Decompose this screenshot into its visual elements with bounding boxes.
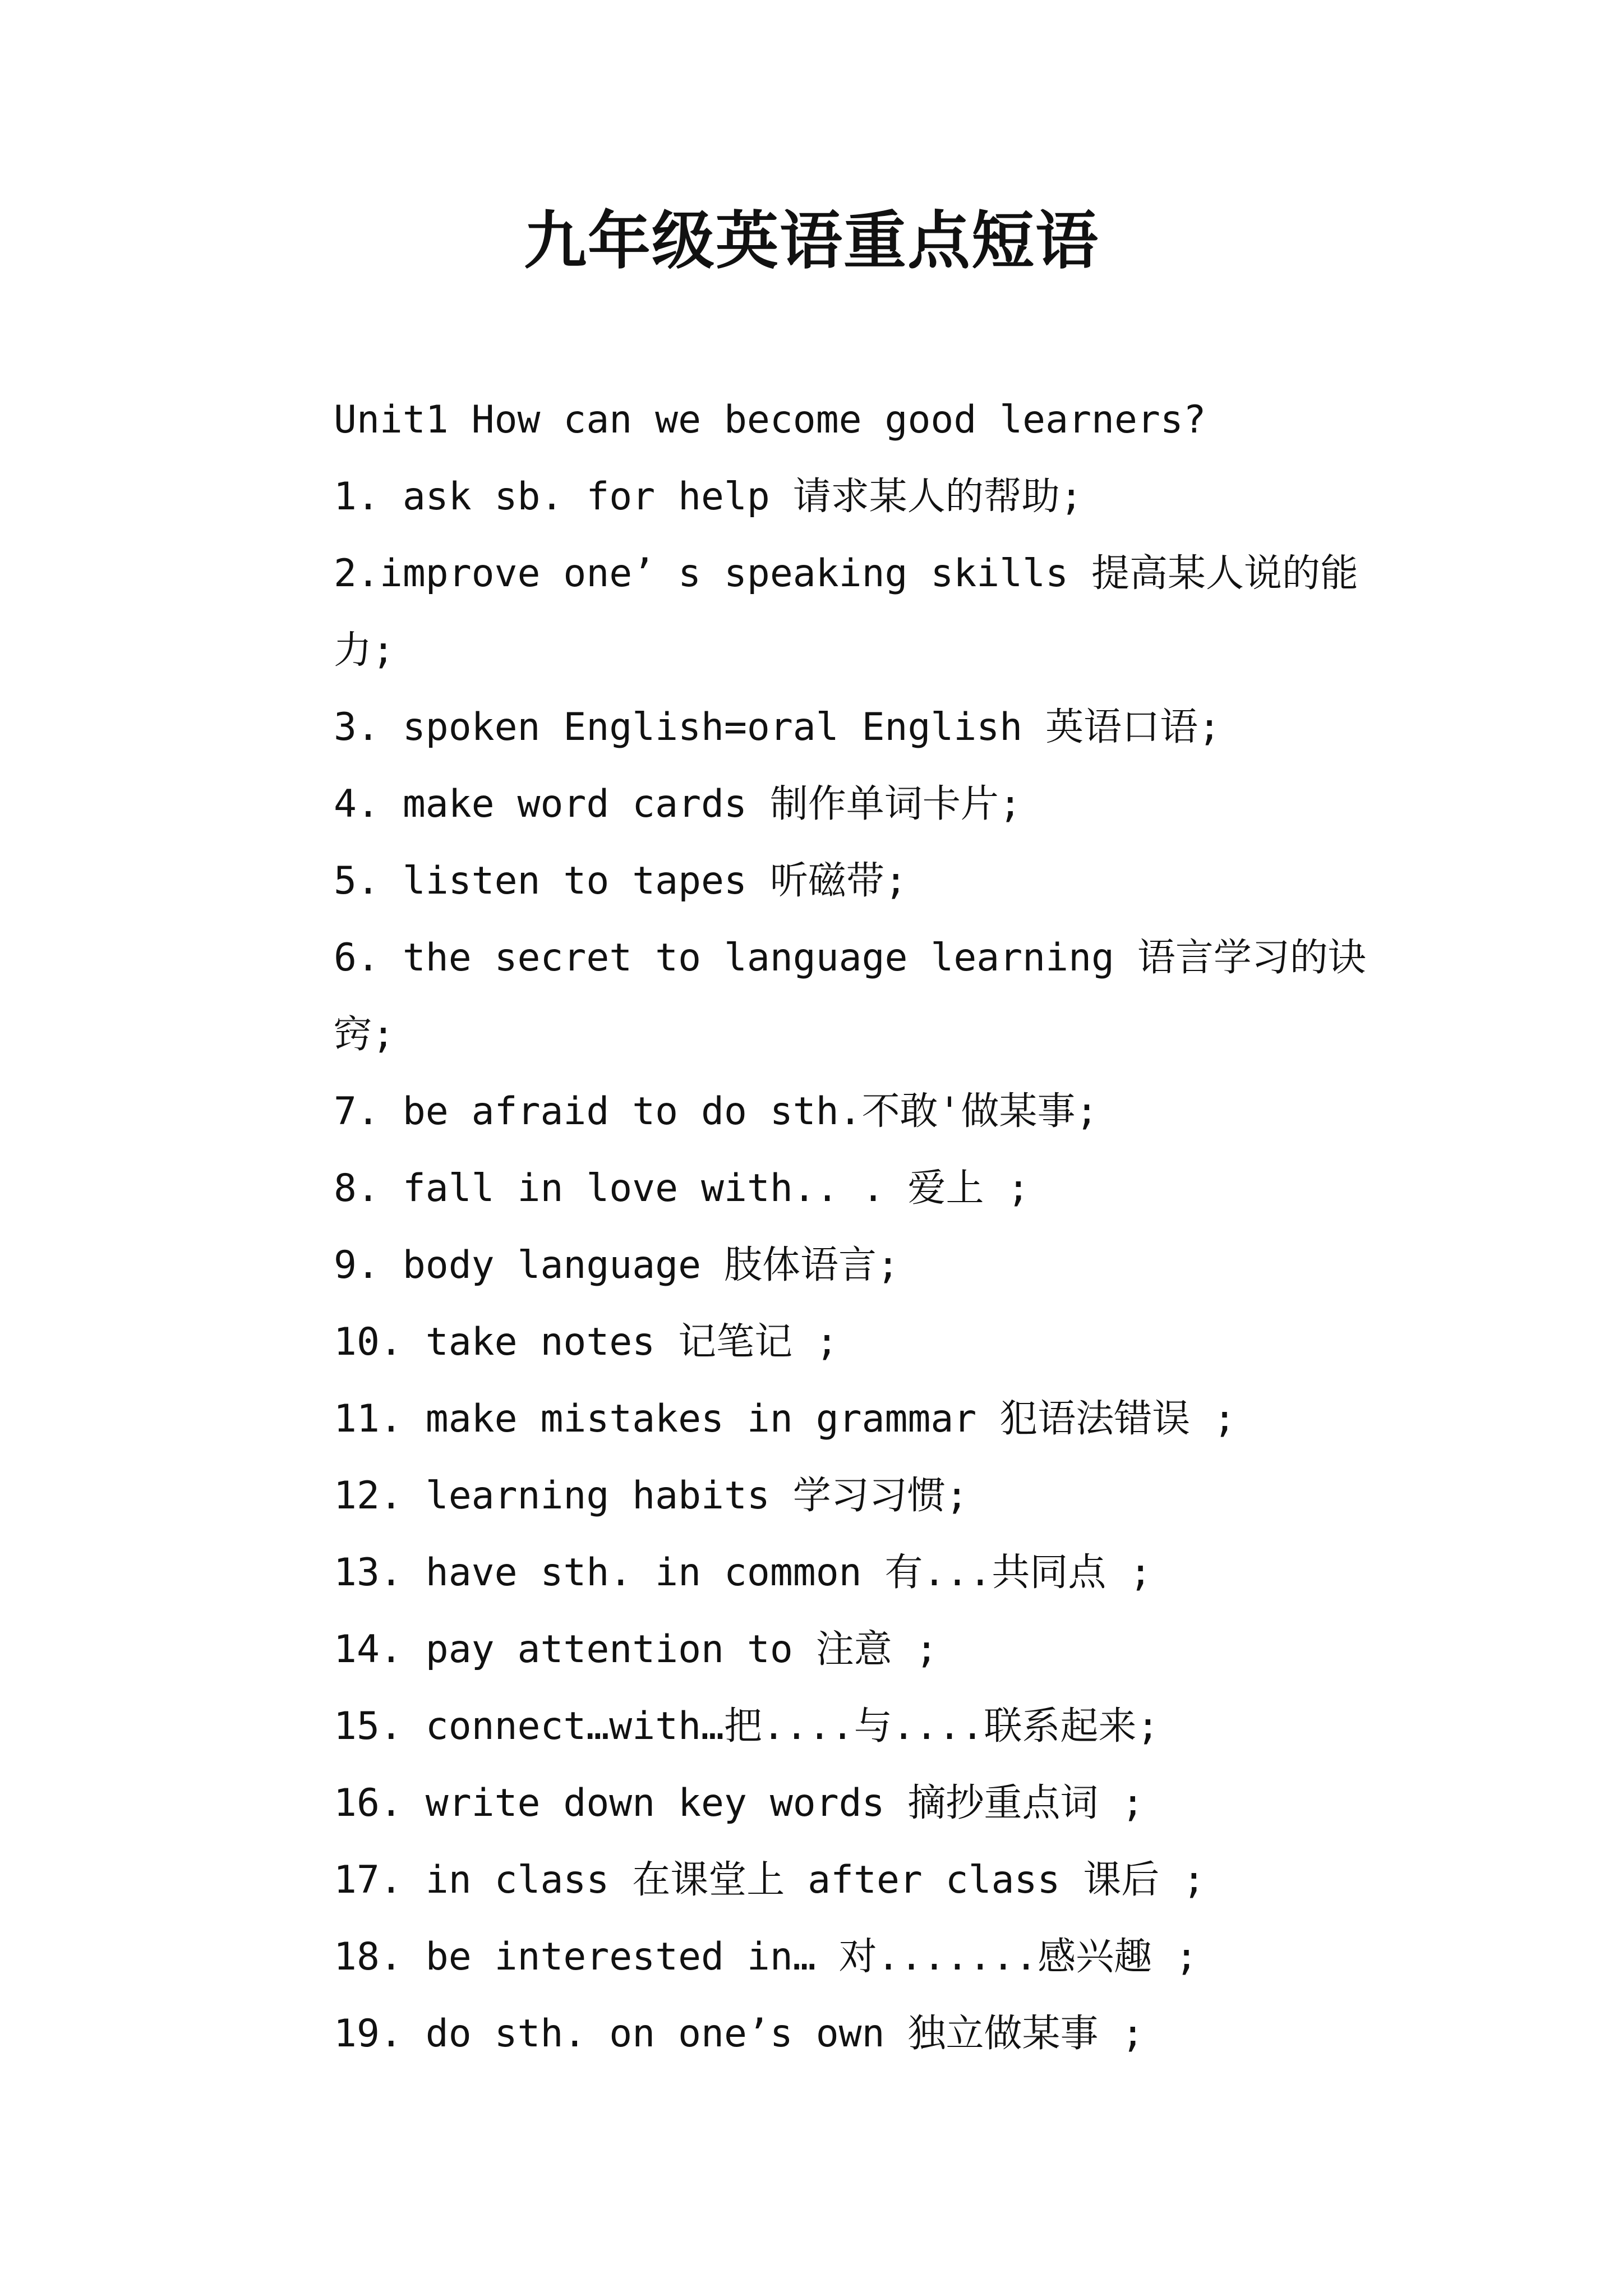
phrase-item-14: 14. pay attention to 注意 ; [334,1627,938,1672]
phrase-item-3: 3. spoken English=oral English 英语口语; [334,705,1221,749]
phrase-item-6: 6. the secret to language learning 语言学习的诀窍; [334,936,1366,1057]
phrase-item-8: 8. fall in love with.. . 爱上 ; [334,1166,1030,1211]
phrase-item-19: 19. do sth. on one’s own 独立做某事 ; [334,2012,1145,2056]
phrase-item-17: 17. in class 在课堂上 after class 课后 ; [334,1858,1206,1902]
phrase-item-5: 5. listen to tapes 听磁带; [334,859,907,903]
phrase-item-13: 13. have sth. in common 有...共同点 ; [334,1550,1152,1595]
phrase-item-2: 2.improve one’ s speaking skills 提高某人说的能力; [334,551,1359,673]
page-title: 九年级英语重点短语 [524,204,1099,278]
phrase-item-15: 15. connect…with…把....与....联系起来; [334,1704,1160,1749]
phrase-item-4: 4. make word cards 制作单词卡片; [334,782,1022,826]
document-body [250,381,1394,2072]
phrase-item-10: 10. take notes 记笔记 ; [334,1320,838,1364]
unit-heading: Unit1 How can we become good learners? [334,398,1206,442]
phrase-item-7: 7. be afraid to do sth.不敢'做某事; [334,1089,1099,1134]
phrase-item-11: 11. make mistakes in grammar 犯语法错误 ; [334,1397,1237,1441]
phrase-item-1: 1. ask sb. for help 请求某人的帮助; [334,475,1083,519]
phrase-item-18: 18. be interested in… 对.......感兴趣 ; [334,1935,1198,1979]
phrase-item-16: 16. write down key words 摘抄重点词 ; [334,1781,1145,1825]
phrase-item-12: 12. learning habits 学习习惯; [334,1474,969,1518]
phrase-item-9: 9. body language 肢体语言; [334,1243,900,1287]
